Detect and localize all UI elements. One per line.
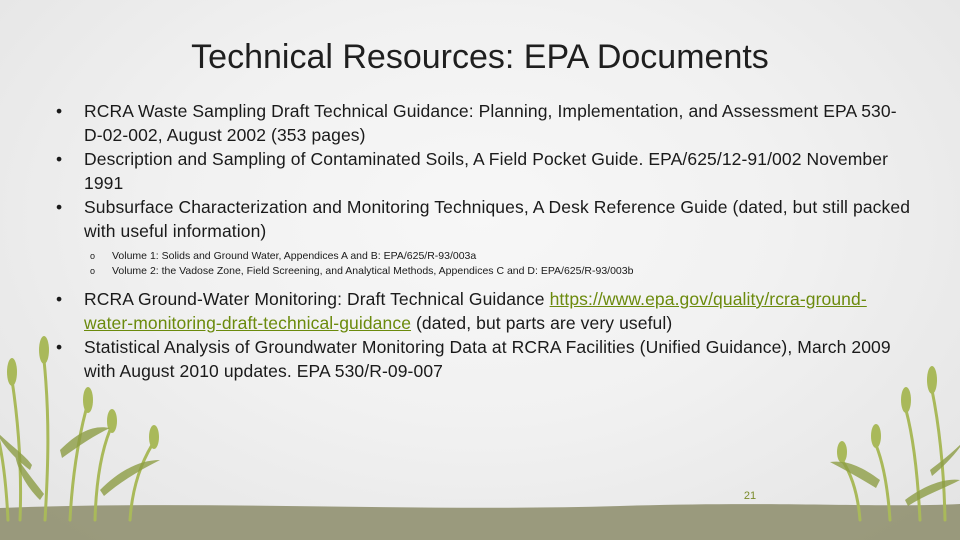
page-number: 21 <box>743 490 757 502</box>
slide-title: Technical Resources: EPA Documents <box>191 38 769 76</box>
bullet-item <box>55 335 915 383</box>
ground-strip <box>0 504 960 540</box>
bullet-text-suffix: (dated, but parts are very useful) <box>411 313 673 333</box>
bullet-item <box>55 99 915 147</box>
bullet-text: Subsurface Characterization and Monitoring Techniques, A Desk Reference Guide (dated, but still packed with useful information) <box>84 197 911 241</box>
sub-bullet-item <box>55 249 915 264</box>
bullet-item <box>55 147 915 195</box>
bullet-text: Description and Sampling of Contaminated Soils, A Field Pocket Guide. EPA/625/12-91/002 November 1991 <box>84 149 889 193</box>
bullet-text: RCRA Waste Sampling Draft Technical Guidance: Planning, Implementation, and Assessment EPA 530-D-02-002, August 2002 (353 pages) <box>84 101 897 145</box>
bullet-text: RCRA Ground-Water Monitoring: Draft Technical Guidance <box>84 289 550 309</box>
bullet-text: Statistical Analysis of Groundwater Monitoring Data at RCRA Facilities (Unified Guidance), March 2009 with August 2010 updates. EPA 530/R-09-007 <box>84 337 891 381</box>
sub-bullet-text: Volume 2: the Vadose Zone, Field Screening, and Analytical Methods, Appendices C and D: EPA/625/R-93/003b <box>112 265 634 277</box>
bullet-list <box>55 99 915 383</box>
sub-bullet-item <box>55 264 915 279</box>
sub-bullet-text: Volume 1: Solids and Ground Water, Appendices A and B: EPA/625/R-93/003a <box>112 250 477 262</box>
epa-guidance-link[interactable]: https://www.epa.gov/quality/rcra-ground-water-monitoring-draft-technical-guidance <box>84 289 867 333</box>
wheat-plants-right <box>842 390 945 520</box>
bullet-item <box>55 195 915 243</box>
sub-bullet-list <box>55 249 915 279</box>
bullet-item <box>55 287 915 335</box>
